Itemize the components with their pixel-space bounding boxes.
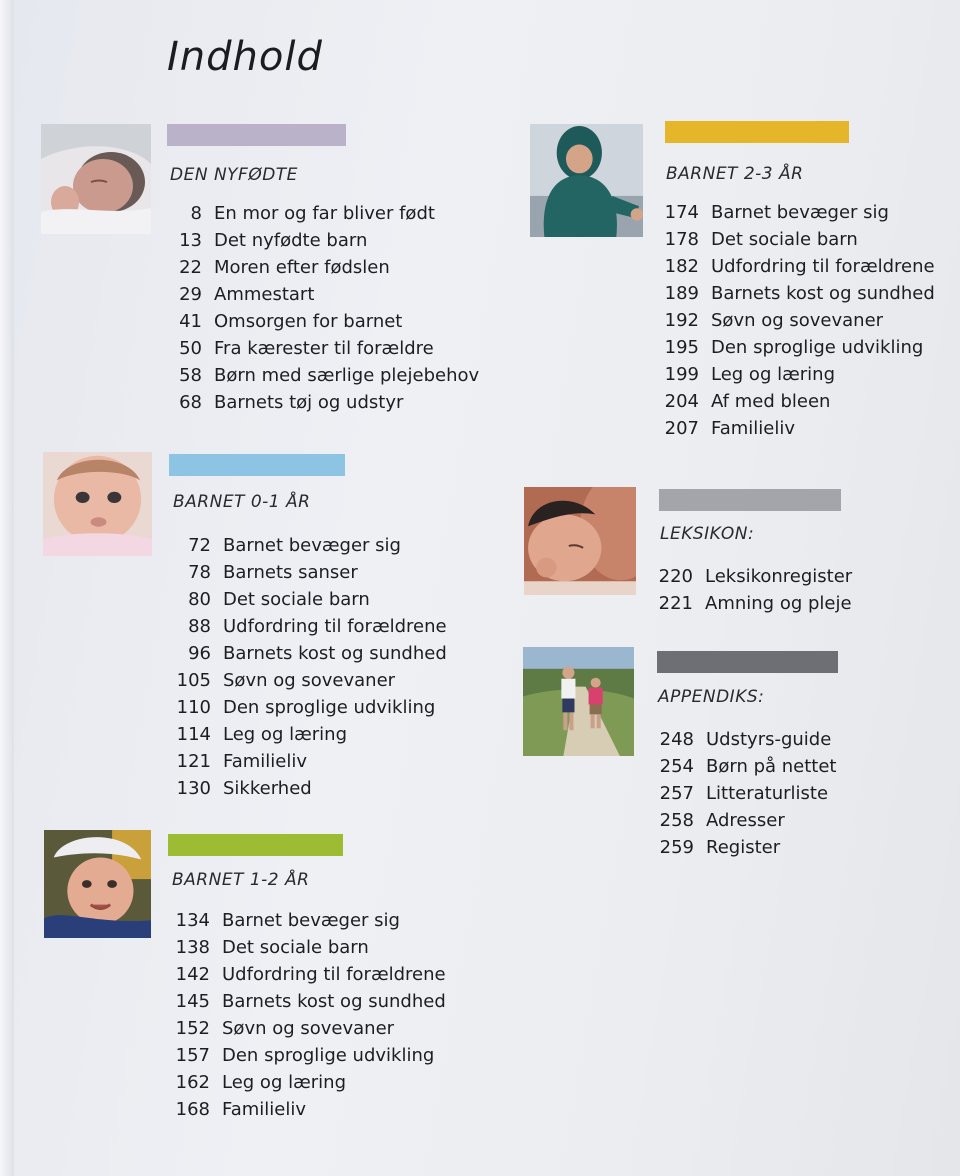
toc-entry-page-number: 50 xyxy=(179,338,202,359)
toc-entry xyxy=(172,1096,446,1123)
page-title: Indhold xyxy=(167,34,323,80)
toc-entry-title: Adresser xyxy=(706,810,785,831)
section-heading: APPENDIKS: xyxy=(658,687,765,707)
section-color-bar xyxy=(168,834,343,856)
toc-entry xyxy=(172,1042,446,1069)
toc-entry xyxy=(173,586,447,613)
toc-entry xyxy=(173,694,447,721)
toc-entry-title: Den sproglige udvikling xyxy=(222,1045,435,1066)
toc-entry-page-number: 96 xyxy=(188,643,211,664)
toc-entry xyxy=(172,961,446,988)
toc-entry-page-number: 207 xyxy=(664,418,699,439)
toc-entry-page-number: 114 xyxy=(176,724,211,745)
toc-entry-page-number: 68 xyxy=(179,392,202,413)
toc-entry-page-number: 182 xyxy=(664,256,699,277)
page-edge xyxy=(0,0,14,1176)
toc-entry xyxy=(661,415,935,442)
toc-entry-title: Litteraturliste xyxy=(706,783,829,804)
toc-entry-page-number: 145 xyxy=(175,991,210,1012)
toc-entry-page-number: 157 xyxy=(175,1045,210,1066)
toc-entry-page-number: 78 xyxy=(188,562,211,583)
toc-entry xyxy=(656,834,836,861)
toc-entry-title: Af med bleen xyxy=(711,391,831,412)
toc-entry-title: Børn på nettet xyxy=(706,756,837,777)
toc-entry-title: Fra kærester til forældre xyxy=(214,338,434,359)
toc-entry xyxy=(172,1015,446,1042)
entry-list xyxy=(661,199,935,442)
toc-entry xyxy=(661,388,935,415)
toc-entry-title: Den sproglige udvikling xyxy=(711,337,924,358)
toc-entry xyxy=(173,559,447,586)
toc-entry-page-number: 168 xyxy=(175,1099,210,1120)
section-heading: DEN NYFØDTE xyxy=(170,165,298,185)
toc-entry-page-number: 121 xyxy=(176,751,211,772)
toc-entry-title: Amning og pleje xyxy=(705,593,852,614)
toc-entry xyxy=(173,667,447,694)
toc-entry-page-number: 13 xyxy=(179,230,202,251)
toc-entry xyxy=(661,199,935,226)
toc-entry-title: Omsorgen for barnet xyxy=(214,311,403,332)
toc-entry-title: Børn med særlige plejebehov xyxy=(214,365,480,386)
toc-entry-title: Udfordring til forældrene xyxy=(711,256,935,277)
toc-entry-page-number: 189 xyxy=(664,283,699,304)
toc-entry xyxy=(170,362,479,389)
toc-entry xyxy=(173,775,447,802)
section-color-bar xyxy=(657,651,838,673)
toc-entry xyxy=(170,254,479,281)
toc-entry xyxy=(655,563,852,590)
toc-entry-title: Ammestart xyxy=(214,284,315,305)
toc-entry-page-number: 152 xyxy=(175,1018,210,1039)
toc-entry-title: Leksikonregister xyxy=(705,566,853,587)
toc-entry-title: Udfordring til forældrene xyxy=(222,964,446,985)
toc-entry-title: Den sproglige udvikling xyxy=(223,697,436,718)
baby-face-photo xyxy=(43,452,152,556)
toc-entry-page-number: 138 xyxy=(175,937,210,958)
toc-entry xyxy=(173,748,447,775)
section-heading: LEKSIKON: xyxy=(660,524,755,544)
toc-entry xyxy=(661,307,935,334)
toc-entry xyxy=(173,613,447,640)
toc-entry-title: Udfordring til forældrene xyxy=(223,616,447,637)
toc-entry xyxy=(172,1069,446,1096)
section-color-bar xyxy=(167,124,346,146)
toc-entry-title: En mor og far bliver født xyxy=(214,203,435,224)
toc-entry-page-number: 58 xyxy=(179,365,202,386)
toc-entry xyxy=(170,200,479,227)
breastfeeding-baby-photo xyxy=(524,487,636,595)
section-color-bar xyxy=(665,121,849,143)
toc-entry-page-number: 88 xyxy=(188,616,211,637)
toc-entry-page-number: 257 xyxy=(659,783,694,804)
toc-entry-page-number: 134 xyxy=(175,910,210,931)
toc-entry-page-number: 259 xyxy=(659,837,694,858)
toc-entry xyxy=(173,721,447,748)
toc-entry-title: Barnets kost og sundhed xyxy=(222,991,446,1012)
toc-entry-page-number: 195 xyxy=(664,337,699,358)
toc-entry-title: Barnets kost og sundhed xyxy=(711,283,935,304)
toc-entry-page-number: 22 xyxy=(179,257,202,278)
toc-entry-title: Udstyrs-guide xyxy=(706,729,832,750)
toc-entry-title: Barnets sanser xyxy=(223,562,358,583)
section-heading: BARNET 1-2 ÅR xyxy=(172,870,310,890)
toc-entry xyxy=(172,907,446,934)
toc-entry-page-number: 142 xyxy=(175,964,210,985)
toc-entry-title: Søvn og sovevaner xyxy=(222,1018,395,1039)
toc-entry-page-number: 41 xyxy=(179,311,202,332)
toc-entry xyxy=(170,308,479,335)
toc-entry-page-number: 130 xyxy=(176,778,211,799)
entry-list xyxy=(173,532,447,802)
toc-entry-title: Søvn og sovevaner xyxy=(711,310,884,331)
toc-entry-page-number: 204 xyxy=(664,391,699,412)
toc-entry xyxy=(656,726,836,753)
toc-entry xyxy=(173,640,447,667)
toc-entry-page-number: 162 xyxy=(175,1072,210,1093)
toc-entry-title: Barnets tøj og udstyr xyxy=(214,392,404,413)
toc-entry-page-number: 220 xyxy=(658,566,693,587)
toc-entry xyxy=(661,253,935,280)
toc-entry-title: Leg og læring xyxy=(711,364,836,385)
toc-entry-title: Familieliv xyxy=(222,1099,306,1120)
toc-entry-page-number: 192 xyxy=(664,310,699,331)
toc-entry-title: Barnets kost og sundhed xyxy=(223,643,447,664)
toc-entry xyxy=(170,335,479,362)
toc-entry-title: Register xyxy=(706,837,781,858)
toc-entry xyxy=(172,988,446,1015)
entry-list xyxy=(656,726,836,861)
toc-entry xyxy=(661,280,935,307)
toc-entry xyxy=(661,226,935,253)
toc-entry-page-number: 254 xyxy=(659,756,694,777)
toc-entry-page-number: 80 xyxy=(188,589,211,610)
toc-entry xyxy=(170,227,479,254)
section-color-bar xyxy=(659,489,841,511)
toc-entry xyxy=(656,780,836,807)
toc-entry-title: Søvn og sovevaner xyxy=(223,670,396,691)
toc-entry-title: Leg og læring xyxy=(223,724,348,745)
entry-list xyxy=(170,200,479,416)
toc-entry-title: Barnet bevæger sig xyxy=(223,535,401,556)
toc-entry-page-number: 248 xyxy=(659,729,694,750)
toc-entry-title: Barnet bevæger sig xyxy=(222,910,400,931)
toc-entry xyxy=(173,532,447,559)
toc-entry-title: Det sociale barn xyxy=(223,589,370,610)
child-rain-jacket-photo xyxy=(530,124,643,237)
toc-entry xyxy=(661,334,935,361)
toc-entry-page-number: 174 xyxy=(664,202,699,223)
toc-entry-page-number: 72 xyxy=(188,535,211,556)
toc-entry xyxy=(656,753,836,780)
toc-entry xyxy=(655,590,852,617)
toc-entry-page-number: 29 xyxy=(179,284,202,305)
toc-entry-page-number: 221 xyxy=(658,593,693,614)
toc-entry-title: Det sociale barn xyxy=(711,229,858,250)
toddler-sunhat-photo xyxy=(44,830,151,938)
section-heading: BARNET 0-1 ÅR xyxy=(173,492,311,512)
section-heading: BARNET 2-3 ÅR xyxy=(666,164,804,184)
toc-entry-title: Moren efter fødslen xyxy=(214,257,390,278)
section-color-bar xyxy=(169,454,345,476)
toc-entry xyxy=(170,281,479,308)
toc-entry xyxy=(170,389,479,416)
children-walking-path-photo xyxy=(523,647,634,756)
toc-entry-page-number: 199 xyxy=(664,364,699,385)
toc-entry-title: Barnet bevæger sig xyxy=(711,202,889,223)
entry-list xyxy=(655,563,852,617)
toc-entry xyxy=(656,807,836,834)
toc-entry-page-number: 178 xyxy=(664,229,699,250)
toc-entry-title: Leg og læring xyxy=(222,1072,347,1093)
toc-entry xyxy=(661,361,935,388)
toc-entry xyxy=(172,934,446,961)
toc-entry-title: Det sociale barn xyxy=(222,937,369,958)
entry-list xyxy=(172,907,446,1123)
toc-entry-page-number: 105 xyxy=(176,670,211,691)
newborn-sleeping-photo xyxy=(41,124,151,234)
toc-entry-title: Sikkerhed xyxy=(223,778,312,799)
toc-entry-title: Familieliv xyxy=(711,418,795,439)
toc-entry-page-number: 8 xyxy=(190,203,202,224)
toc-entry-page-number: 258 xyxy=(659,810,694,831)
toc-entry-title: Familieliv xyxy=(223,751,307,772)
toc-entry-title: Det nyfødte barn xyxy=(214,230,368,251)
toc-entry-page-number: 110 xyxy=(176,697,211,718)
